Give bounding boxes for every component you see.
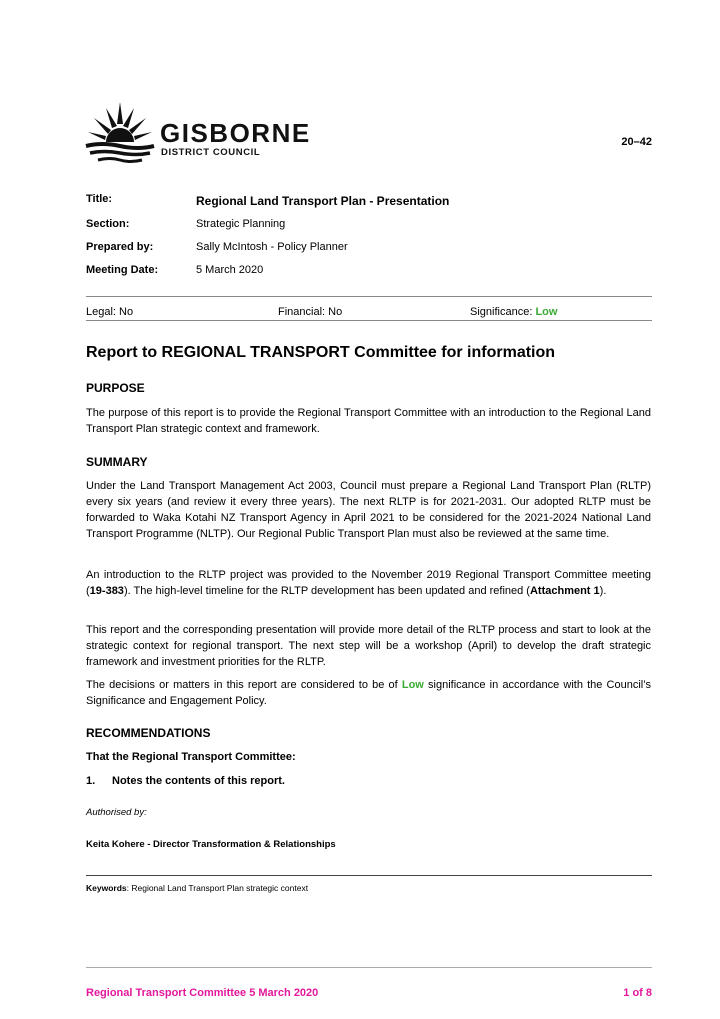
attachment-reference: Attachment 1 <box>529 585 600 597</box>
recommendation-text: Notes the contents of this report. <box>112 775 285 787</box>
authorised-name: Keita Kohere - Director Transformation & Relationships <box>86 839 336 850</box>
text-run: significance in accordance with the Council’s Significance and Engagement Policy. <box>86 679 651 707</box>
legal-flag: Legal: No <box>86 306 134 318</box>
financial-flag: Financial: No <box>278 306 343 318</box>
meta-date-value: 5 March 2020 <box>196 264 264 276</box>
logo-wordmark: GISBORNE <box>160 118 311 148</box>
summary-paragraph-2 <box>86 567 651 599</box>
meta-date-label: Meeting Date: <box>86 264 159 276</box>
keywords-text: : Regional Land Transport Plan strategic context <box>126 883 309 893</box>
text-run: An introduction to the RLTP project was provided to the November 2019 Regional Transport Committee meeting ( <box>86 569 651 597</box>
divider <box>86 296 652 297</box>
recommendation-number: 1. <box>86 775 96 787</box>
divider <box>86 875 652 876</box>
meta-prepared-label: Prepared by: <box>86 241 154 253</box>
summary-heading: SUMMARY <box>86 455 148 469</box>
significance-label: Significance: <box>470 306 536 318</box>
summary-paragraph-3: This report and the corresponding presentation will provide more detail of the RLTP process and start to look at the strategic context for regional transport. The next step will be a workshop (April) to develop the draft strategic framework and investment priorities for the RLTP. <box>86 624 651 668</box>
text-run: ). The high-level timeline for the RLTP development has been updated and refined ( <box>123 585 530 597</box>
summary-paragraph-4 <box>86 677 651 709</box>
footer-divider <box>86 967 652 968</box>
divider <box>86 320 652 321</box>
purpose-heading: PURPOSE <box>86 381 145 395</box>
footer-page-number: 1 of 8 <box>623 987 652 999</box>
purpose-text: The purpose of this report is to provide the Regional Transport Committee with an introduction to the Regional Land Transport Plan strategic context and framework. <box>86 407 651 435</box>
recommendations-intro: That the Regional Transport Committee: <box>86 751 296 763</box>
footer-meeting: Regional Transport Committee 5 March 2020 <box>86 987 319 999</box>
keywords <box>86 883 308 893</box>
authorised-label: Authorised by: <box>86 807 147 818</box>
council-logo-icon <box>84 100 156 164</box>
significance-value: Low <box>535 306 558 318</box>
meta-title-value: Regional Land Transport Plan - Presentation <box>196 194 450 208</box>
report-title: Report to REGIONAL TRANSPORT Committee for information <box>86 344 556 361</box>
report-reference: 19-383 <box>89 585 124 597</box>
meta-title-label: Title: <box>86 193 113 205</box>
keywords-label: Keywords <box>86 883 127 893</box>
recommendations-heading: RECOMMENDATIONS <box>86 726 211 740</box>
significance-inline: Low <box>401 679 424 691</box>
text-run: The decisions or matters in this report are considered to be of <box>86 679 402 691</box>
significance-flag <box>470 306 557 318</box>
meta-section-label: Section: <box>86 218 130 230</box>
meta-prepared-value: Sally McIntosh - Policy Planner <box>196 241 348 253</box>
logo-subtitle: DISTRICT COUNCIL <box>161 147 261 158</box>
document-number: 20–42 <box>621 136 652 148</box>
meta-section-value: Strategic Planning <box>196 218 286 230</box>
text-run: ). <box>599 585 607 597</box>
summary-paragraph-1: Under the Land Transport Management Act 2003, Council must prepare a Regional Land Transport Plan (RLTP) every six years (and review it every three years). The next RLTP is for 2021-2031. Our adopted RLTP must be forwarded to Waka Kotahi NZ Transport Agency in April 2021 to be considered for the 2021-2024 National Land Transport Programme (NLTP). Our Regional Public Transport Plan must also be reviewed at the same time. <box>86 480 651 540</box>
